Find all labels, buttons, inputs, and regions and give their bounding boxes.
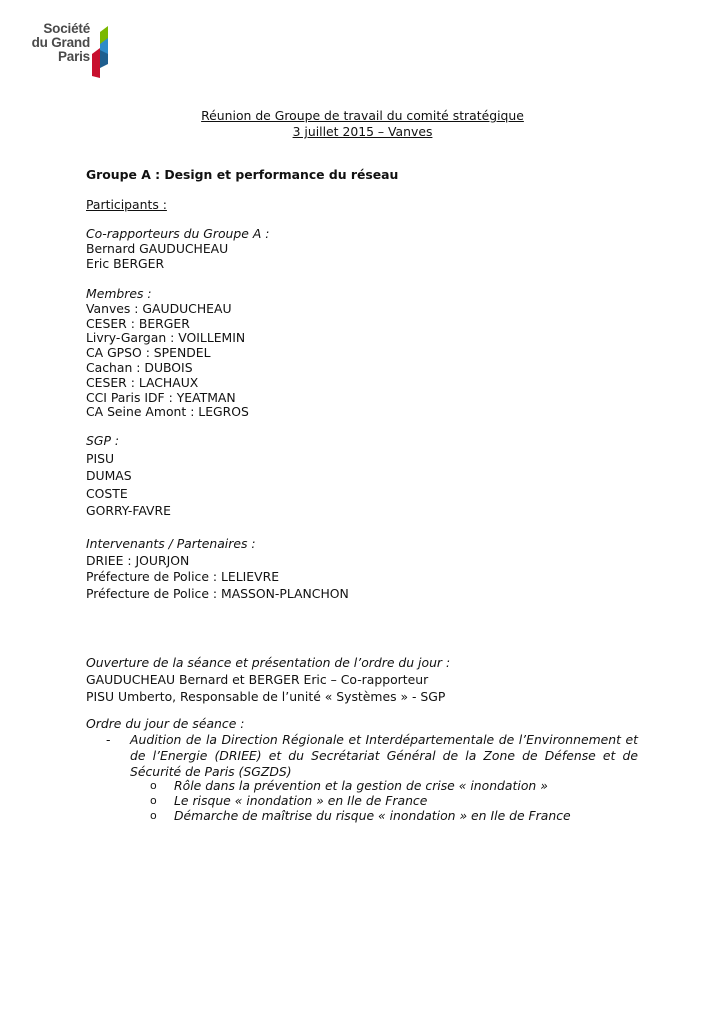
membres-section xyxy=(86,287,646,420)
membres-label: Membres : xyxy=(86,286,152,301)
meeting-date: 3 juillet 2015 – Vanves xyxy=(292,124,433,139)
membre-item: CA Seine Amont : LEGROS xyxy=(86,404,249,420)
intervenant-item: Préfecture de Police : MASSON-PLANCHON xyxy=(86,585,349,601)
logo-line-3: Paris xyxy=(57,49,90,64)
sgp-item: DUMAS xyxy=(86,468,132,483)
group-title: Groupe A : Design et performance du réseau xyxy=(86,167,399,182)
participants-label: Participants : xyxy=(86,197,167,212)
ordre-subitem-text: Démarche de maîtrise du risque « inondation » en Ile de France xyxy=(174,808,571,823)
bullet-icon: o xyxy=(150,794,157,807)
ouverture-item: GAUDUCHEAU Bernard et BERGER Eric – Co-rapporteur xyxy=(86,672,429,687)
sgp-item: GORRY-FAVRE xyxy=(86,503,171,518)
intervenants-section xyxy=(86,536,646,602)
membre-item: Livry-Gargan : VOILLEMIN xyxy=(86,330,246,346)
membre-item: Vanves : GAUDUCHEAU xyxy=(86,300,232,316)
sgp-item: PISU xyxy=(86,450,115,466)
logo-line-1: Société xyxy=(43,21,90,36)
corapporteur-name: Eric BERGER xyxy=(86,255,165,271)
ouverture-section xyxy=(86,654,646,705)
intervenant-item: Préfecture de Police : LELIEVRE xyxy=(86,569,280,584)
membre-item: CA GPSO : SPENDEL xyxy=(86,345,211,361)
ordre-section xyxy=(86,717,646,732)
logo-text xyxy=(22,22,90,64)
bullet-icon: o xyxy=(150,779,157,792)
corapporteurs-section xyxy=(86,227,646,271)
intervenants-label: Intervenants / Partenaires : xyxy=(86,536,256,551)
corapporteur-name: Bernard GAUDUCHEAU xyxy=(86,240,229,256)
membre-item: CCI Paris IDF : YEATMAN xyxy=(86,389,236,405)
meeting-title: Réunion de Groupe de travail du comité stratégique xyxy=(201,108,524,123)
membre-item: CESER : LACHAUX xyxy=(86,374,199,390)
corapporteurs-label: Co-rapporteurs du Groupe A : xyxy=(86,226,270,241)
ordre-main-item: Audition de la Direction Régionale et Interdépartementale de l’Environnement et de l’Energie (DRIEE) et du Secrétariat Général de la Zone de Défense et de Sécurité de Paris (SGZDS) xyxy=(130,732,638,779)
group-title-block xyxy=(86,168,646,183)
membre-item: CESER : BERGER xyxy=(86,315,190,331)
intervenant-item: DRIEE : JOURJON xyxy=(86,552,190,568)
participants-heading-block xyxy=(86,198,646,213)
membre-item: Cachan : DUBOIS xyxy=(86,359,193,375)
logo xyxy=(22,22,122,84)
ordre-dash-marker: - xyxy=(106,732,111,747)
logo-line-2: du Grand xyxy=(31,35,90,50)
bullet-icon: o xyxy=(150,809,157,822)
sgp-item: COSTE xyxy=(86,485,128,501)
ouverture-label: Ouverture de la séance et présentation de l’ordre du jour : xyxy=(86,655,451,670)
logo-ribbon-icon xyxy=(90,24,114,80)
ordre-subitem-text: Le risque « inondation » en Ile de France xyxy=(174,793,428,808)
ordre-subitem-text: Rôle dans la prévention et la gestion de crise « inondation » xyxy=(174,778,548,793)
sgp-section xyxy=(86,432,646,520)
ordre-label: Ordre du jour de séance : xyxy=(86,716,245,731)
sgp-label: SGP : xyxy=(86,433,120,448)
document-header xyxy=(0,108,725,140)
ouverture-item: PISU Umberto, Responsable de l’unité « Systèmes » - SGP xyxy=(86,689,446,704)
